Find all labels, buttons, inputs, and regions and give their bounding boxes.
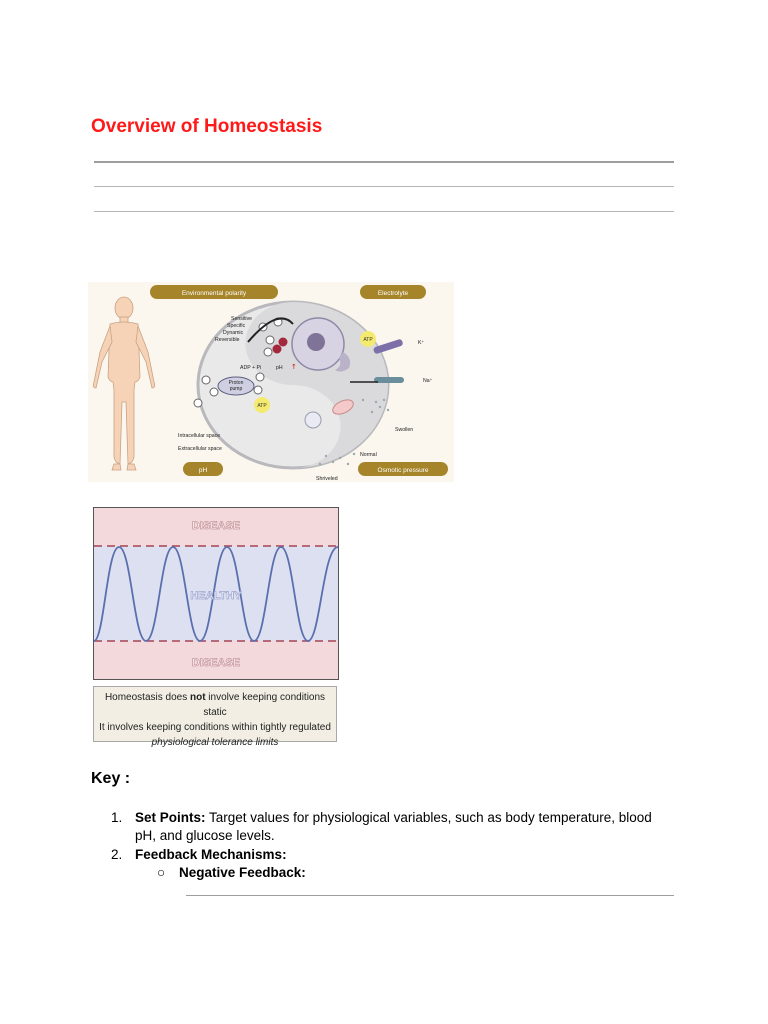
list-term: Set Points: xyxy=(135,810,206,825)
label-reversible: Reversible xyxy=(215,337,240,343)
divider xyxy=(186,895,674,896)
label-sensitive: Sensitive xyxy=(231,316,253,322)
label-extracellular: Extracellular space xyxy=(178,446,222,452)
svg-text:↑: ↑ xyxy=(291,363,297,371)
label-intracellular: Intracellular space xyxy=(178,433,221,439)
label-ph: pH xyxy=(198,467,208,474)
key-heading: Key : xyxy=(91,770,131,787)
label-atp: ATP xyxy=(257,403,267,409)
label-ph-arrow: pH xyxy=(276,365,283,371)
label-environmental-polarity: Environmental polarity xyxy=(181,290,247,297)
label-osmotic-pressure: Osmotic pressure xyxy=(377,467,429,474)
homeostasis-range-diagram xyxy=(93,507,339,680)
label-disease-bottom: DISEASE xyxy=(191,657,241,669)
label-pump: pump xyxy=(229,386,243,392)
atp-burst-icon xyxy=(360,331,376,347)
label-healthy: HEALTHY xyxy=(190,590,242,602)
label-adp-pi: ADP + Pi xyxy=(240,365,262,371)
atp-burst-icon xyxy=(254,397,270,413)
homeostasis-cell-illustration xyxy=(88,282,454,482)
document-title: Overview of Homeostasis xyxy=(91,116,323,137)
label-atp: ATP xyxy=(363,337,373,343)
label-proton: Proton xyxy=(228,380,244,386)
list-text: Target values for physiological variables, such as body temperature, blood pH, and glucose levels. xyxy=(135,810,652,843)
label-swollen: Swollen xyxy=(395,427,414,433)
caption-line-3: physiological tolerance limits xyxy=(151,737,279,748)
sublist-term: Negative Feedback: xyxy=(179,865,306,880)
label-specific: Specific xyxy=(227,323,246,329)
divider xyxy=(94,161,674,163)
label-normal: Normal xyxy=(360,452,377,458)
label-disease-top: DISEASE xyxy=(191,520,241,532)
list-item xyxy=(111,809,671,844)
label-na-ion: Na⁺ xyxy=(423,378,433,384)
label-electrolyte: Electrolyte xyxy=(377,290,409,297)
label-shriveled: Shriveled xyxy=(316,476,338,482)
label-k-ion: K⁺ xyxy=(418,340,425,346)
hollow-circle-bullet-icon: ○ xyxy=(157,865,166,880)
label-dynamic: Dynamic xyxy=(223,330,244,336)
list-number: 2. xyxy=(111,847,123,862)
divider xyxy=(94,186,674,187)
sublist-item xyxy=(157,864,306,882)
list-term: Feedback Mechanisms: xyxy=(135,847,287,862)
figure-caption xyxy=(93,686,337,748)
caption-line-2: It involves keeping conditions within tightly regulated xyxy=(99,722,331,733)
divider xyxy=(94,211,674,212)
caption-line-1: Homeostasis does not involve keeping conditions static xyxy=(104,692,326,718)
list-number: 1. xyxy=(111,810,123,825)
list-item xyxy=(111,846,671,864)
